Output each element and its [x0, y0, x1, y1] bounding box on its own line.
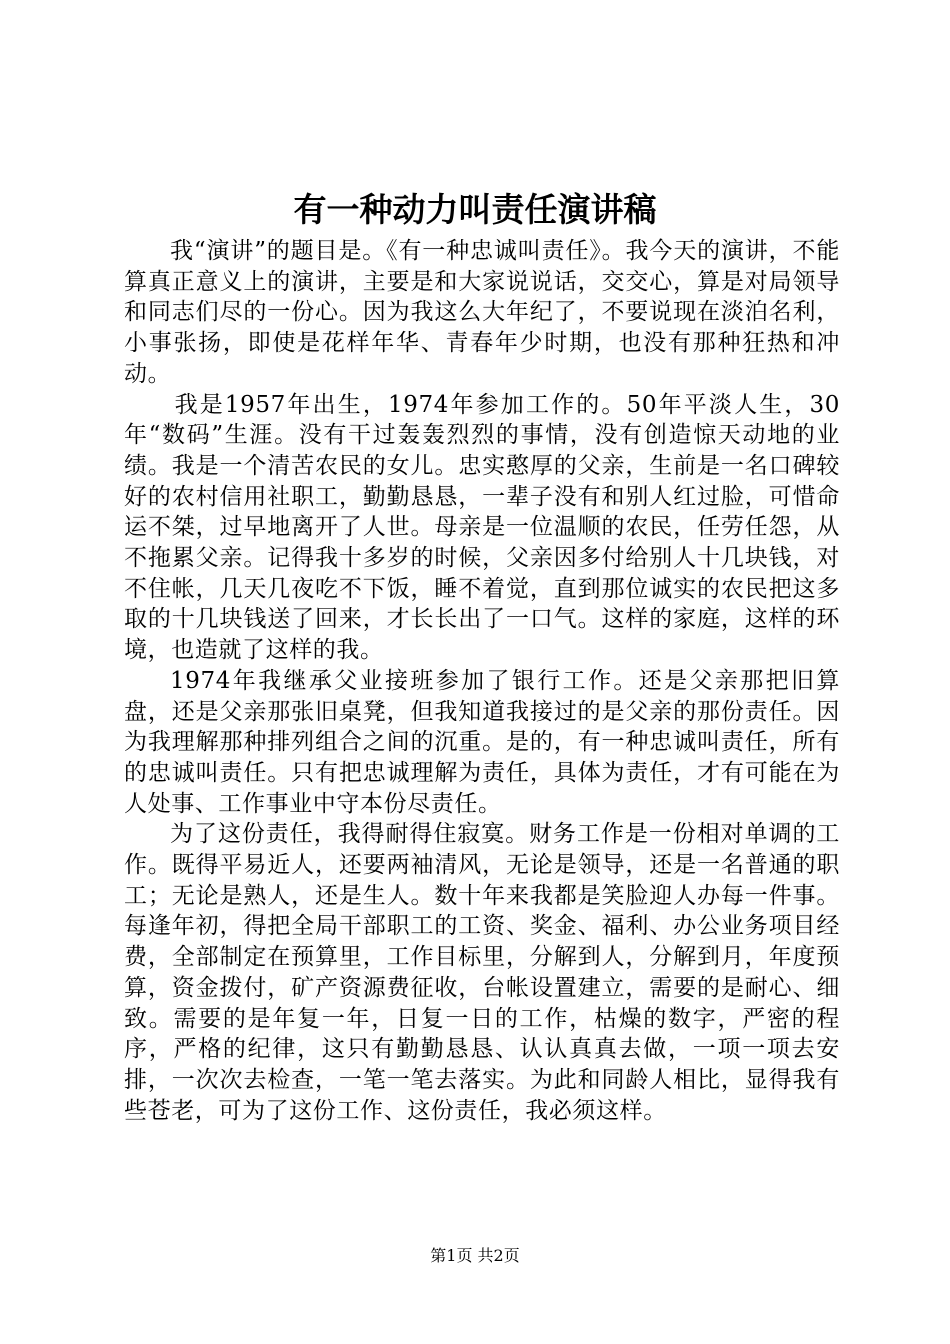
document-title: 有一种动力叫责任演讲稿	[293, 190, 657, 229]
paragraph-3: 1974年我继承父业接班参加了银行工作。还是父亲那把旧算盘，还是父亲那张旧桌凳，但我知道我接过的是父亲的那份责任。因为我理解那种排列组合之间的沉重。是的，有一种忠诚叫责任，所有的忠诚叫责任。只有把忠诚理解为责任，具体为责任，才有可能在为人处事、工作事业中守本份尽责任。	[124, 667, 840, 817]
paragraph-4: 为了这份责任，我得耐得住寂寞。财务工作是一份相对单调的工作。既得平易近人，还要两袖清风，无论是领导，还是一名普通的职工；无论是熟人，还是生人。数十年来我都是笑脸迎人办每一件事。每逢年初，得把全局干部职工的工资、奖金、福利、办公业务项目经费，全部制定在预算里，工作目标里，分解到人，分解到月，年度预算，资金拨付，矿产资源费征收，台帐设置建立，需要的是耐心、细致。需要的是年复一年，日复一日的工作，枯燥的数字，严密的程序，严格的纪律，这只有勤勤恳恳、认认真真去做，一项一项去安排，一次次去检查，一笔一笔去落实。为此和同龄人相比，显得我有些苍老，可为了这份工作、这份责任，我必须这样。	[124, 821, 840, 1124]
page-number-footer: 第1页 共2页	[430, 1246, 520, 1265]
paragraph-1: 我“演讲”的题目是。《有一种忠诚叫责任》。我今天的演讲，不能算真正意义上的演讲，主要是和大家说说话，交交心，算是对局领导和同志们尽的一份心。因为我这么大年纪了，不要说现在淡泊名利，小事张扬，即使是花样年华、青春年少时期，也没有那种狂热和冲动。	[124, 238, 840, 387]
paragraph-2: 我是1957年出生，1974年参加工作的。50年平淡人生，30年“数码”生涯。没有干过轰轰烈烈的事情，没有创造惊天动地的业绩。我是一个清苦农民的女儿。忠实憨厚的父亲，生前是一名口碑较好的农村信用社职工，勤勤恳恳，一辈子没有和别人红过脸，可惜命运不桀，过早地离开了人世。母亲是一位温顺的农民，任劳任怨，从不拖累父亲。记得我十多岁的时候，父亲因多付给别人十几块钱，对不住帐，几天几夜吃不下饭，睡不着觉，直到那位诚实的农民把这多取的十几块钱送了回来，才长长出了一口气。这样的家庭，这样的环境，也造就了这样的我。	[124, 391, 840, 664]
document-body	[124, 236, 840, 1126]
